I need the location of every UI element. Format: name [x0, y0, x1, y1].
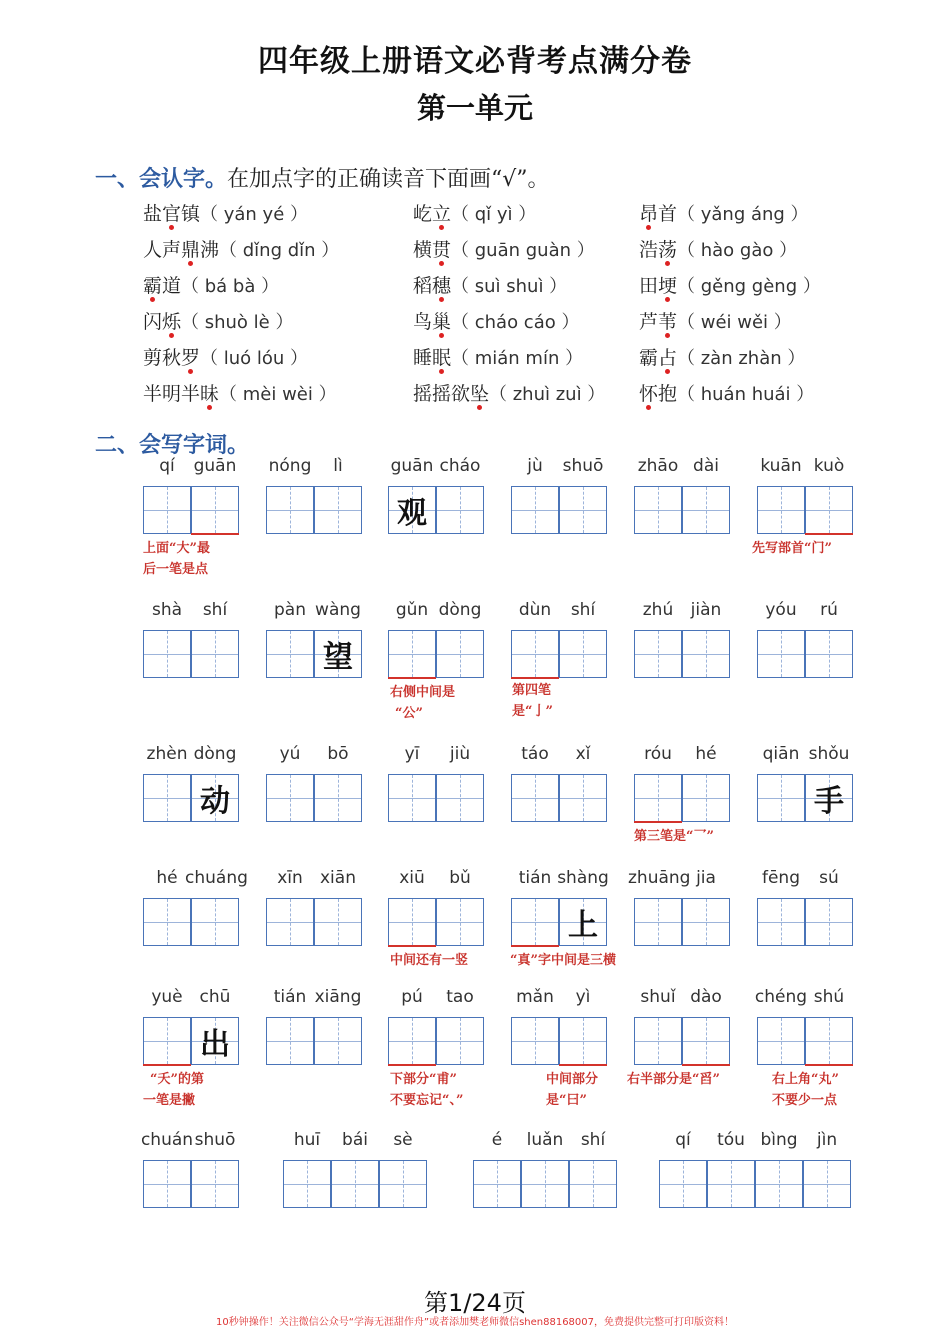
recognition-word: 怀抱 — [639, 383, 678, 405]
recognition-item — [413, 271, 567, 298]
pinyin-label: yú — [279, 744, 301, 764]
recognition-word: 霸道 — [143, 275, 182, 297]
recognition-item — [639, 379, 814, 406]
recognition-item — [143, 235, 339, 262]
writing-box[interactable] — [143, 898, 191, 946]
page-number: 第1/24页 — [424, 1289, 526, 1317]
pinyin-label: chū — [199, 987, 231, 1007]
recognition-item — [143, 307, 293, 334]
pinyin-label: dài — [693, 456, 719, 476]
hint-note: 上面“大”最 — [143, 541, 210, 556]
recognition-word: 鸟巢 — [413, 311, 452, 333]
pinyin-label: bái — [342, 1130, 368, 1150]
writing-box[interactable] — [191, 630, 239, 678]
pinyin-options[interactable]: （ bá bà ） — [181, 276, 280, 297]
writing-box[interactable] — [266, 898, 314, 946]
writing-box[interactable] — [388, 486, 436, 534]
pinyin-label: chuáng — [185, 868, 248, 888]
pinyin-label: qiān — [762, 744, 800, 764]
writing-box[interactable] — [707, 1160, 755, 1208]
hint-note: 右侧中间是 — [390, 685, 456, 700]
pinyin-label: zhāo — [637, 456, 679, 476]
writing-box[interactable] — [379, 1160, 427, 1208]
emphasis-dot — [169, 333, 174, 338]
writing-box[interactable] — [283, 1160, 331, 1208]
pinyin-label: dòng — [193, 744, 237, 764]
pinyin-label: yóu — [765, 600, 797, 620]
writing-box[interactable] — [511, 898, 559, 946]
writing-box[interactable] — [331, 1160, 379, 1208]
pinyin-options[interactable]: （ zàn zhàn ） — [677, 348, 806, 369]
writing-box[interactable] — [757, 630, 805, 678]
hint-note: “真”字中间是三横 — [510, 953, 616, 968]
recognition-item — [639, 199, 809, 226]
writing-box[interactable] — [757, 898, 805, 946]
hint-note: 右半部分是“舀” — [627, 1072, 720, 1087]
pinyin-label: tóu — [717, 1130, 745, 1150]
recognition-word: 稻穗 — [413, 275, 452, 297]
emphasis-dot — [188, 369, 193, 374]
red-underline — [143, 1064, 191, 1066]
pinyin-label: dào — [690, 987, 722, 1007]
emphasis-dot — [477, 405, 482, 410]
writing-box[interactable] — [191, 898, 239, 946]
writing-box[interactable] — [511, 774, 559, 822]
pinyin-label: pú — [401, 987, 423, 1007]
writing-box[interactable] — [436, 1017, 484, 1065]
writing-box[interactable] — [143, 1017, 191, 1065]
pinyin-label: shuǐ — [640, 987, 676, 1007]
pinyin-label: huī — [293, 1130, 321, 1150]
recognition-word: 半明半昧 — [143, 383, 220, 405]
pinyin-label: táo — [521, 744, 549, 764]
writing-box[interactable] — [143, 774, 191, 822]
hint-note: 先写部首“门” — [752, 541, 832, 556]
recognition-word: 睡眠 — [413, 347, 452, 369]
pinyin-label: gǔn — [395, 600, 429, 620]
pinyin-label: shí — [580, 1130, 606, 1150]
pinyin-label: bǔ — [449, 868, 471, 888]
pinyin-label: luǎn — [526, 1130, 564, 1150]
recognition-item — [639, 343, 805, 370]
pinyin-label: xǐ — [575, 744, 591, 764]
pinyin-label: cháo — [439, 456, 481, 476]
pinyin-label: qí — [675, 1130, 691, 1150]
writing-box[interactable] — [143, 630, 191, 678]
pinyin-label: zhú — [642, 600, 674, 620]
pinyin-label: jù — [527, 456, 543, 476]
pinyin-label: xīn — [277, 868, 303, 888]
pinyin-options[interactable]: （ cháo cáo ） — [451, 312, 580, 333]
pinyin-label: shàng — [557, 868, 609, 888]
filled-character: 望 — [323, 640, 353, 675]
red-underline — [511, 945, 559, 947]
writing-box[interactable] — [659, 1160, 707, 1208]
pinyin-label: sú — [819, 868, 839, 888]
writing-box[interactable] — [266, 630, 314, 678]
pinyin-label: yī — [404, 744, 420, 764]
hint-note: 下部分“甫” — [390, 1072, 457, 1087]
pinyin-options[interactable]: （ mèi wèi ） — [219, 384, 337, 405]
emphasis-dot — [665, 333, 670, 338]
writing-box[interactable] — [143, 486, 191, 534]
hint-note: 右上角“丸” — [772, 1072, 839, 1087]
writing-box[interactable] — [559, 630, 607, 678]
pinyin-label: guān — [390, 456, 434, 476]
pinyin-label: wàng — [315, 600, 361, 620]
writing-box[interactable] — [634, 1017, 682, 1065]
hint-note: 不要少一点 — [772, 1093, 838, 1108]
red-underline — [682, 1064, 730, 1066]
hint-note: 中间部分 — [546, 1072, 599, 1087]
writing-box[interactable] — [805, 630, 853, 678]
pinyin-label: jiàn — [690, 600, 722, 620]
writing-box[interactable] — [805, 898, 853, 946]
hint-note: 中间还有一竖 — [390, 953, 469, 968]
writing-box[interactable] — [682, 1017, 730, 1065]
pinyin-options[interactable]: （ zhuì zuì ） — [489, 384, 606, 405]
pinyin-options[interactable]: （ luó lóu ） — [200, 348, 309, 369]
writing-box[interactable] — [803, 1160, 851, 1208]
emphasis-dot — [646, 225, 651, 230]
pinyin-options[interactable]: （ qǐ yì ） — [451, 204, 537, 225]
emphasis-dot — [665, 297, 670, 302]
writing-box[interactable] — [511, 486, 559, 534]
red-underline — [805, 533, 853, 535]
writing-box[interactable] — [266, 1017, 314, 1065]
red-underline — [388, 677, 436, 679]
pinyin-label: hé — [156, 868, 178, 888]
writing-box[interactable] — [191, 486, 239, 534]
hint-note: 后一笔是点 — [143, 562, 209, 577]
pinyin-label: jìn — [816, 1130, 838, 1150]
recognition-word: 芦苇 — [639, 311, 678, 333]
red-underline — [634, 821, 682, 823]
pinyin-label: tao — [446, 987, 474, 1007]
writing-box[interactable] — [682, 898, 730, 946]
pinyin-options[interactable]: （ yán yé ） — [200, 204, 308, 225]
recognition-word: 浩荡 — [639, 239, 678, 261]
writing-box[interactable] — [191, 774, 239, 822]
pinyin-label: shǒu — [808, 744, 850, 764]
recognition-item — [143, 343, 308, 370]
writing-box[interactable] — [143, 1160, 191, 1208]
writing-box[interactable] — [682, 486, 730, 534]
recognition-item — [413, 343, 583, 370]
writing-box[interactable] — [314, 486, 362, 534]
hint-note: 第四笔 — [512, 683, 552, 698]
hint-note: 一笔是撇 — [143, 1093, 196, 1108]
pinyin-label: yì — [575, 987, 591, 1007]
pinyin-label: jiù — [449, 744, 471, 764]
pinyin-options[interactable]: （ wéi wěi ） — [677, 312, 792, 333]
pinyin-label: shí — [202, 600, 228, 620]
pinyin-label: kuān — [760, 456, 802, 476]
writing-box[interactable] — [559, 774, 607, 822]
writing-box[interactable] — [511, 1017, 559, 1065]
writing-box[interactable] — [757, 774, 805, 822]
recognition-word: 剪秋罗 — [143, 347, 201, 369]
writing-box[interactable] — [805, 774, 853, 822]
pinyin-options[interactable]: （ yǎng áng ） — [677, 204, 809, 225]
red-underline — [805, 1064, 853, 1066]
recognition-word: 摇摇欲坠 — [413, 383, 490, 405]
emphasis-dot — [439, 297, 444, 302]
pinyin-label: xiāng — [314, 987, 362, 1007]
pinyin-label: xiū — [399, 868, 425, 888]
pinyin-options[interactable]: （ guān guàn ） — [451, 240, 595, 261]
emphasis-dot — [439, 333, 444, 338]
section1-heading — [95, 162, 550, 193]
writing-box[interactable] — [805, 1017, 853, 1065]
writing-box[interactable] — [755, 1160, 803, 1208]
writing-box[interactable] — [634, 486, 682, 534]
pinyin-label: shuō — [194, 1130, 236, 1150]
pinyin-label: zhèn — [146, 744, 188, 764]
writing-box[interactable] — [388, 1017, 436, 1065]
hint-note: 是“曰” — [546, 1093, 587, 1108]
pinyin-label: pàn — [274, 600, 306, 620]
writing-box[interactable] — [473, 1160, 521, 1208]
pinyin-options[interactable]: （ suì shuì ） — [451, 276, 568, 297]
pinyin-label: tián — [518, 868, 552, 888]
pinyin-label: tián — [273, 987, 307, 1007]
emphasis-dot — [150, 297, 155, 302]
pinyin-label: bìng — [760, 1130, 798, 1150]
pinyin-label: lì — [333, 456, 343, 476]
writing-box[interactable] — [569, 1160, 617, 1208]
hint-note: “公” — [395, 706, 423, 721]
writing-box[interactable] — [314, 1017, 362, 1065]
writing-box[interactable] — [634, 630, 682, 678]
section1-instruction: 在加点字的正确读音下面画“√”。 — [227, 167, 550, 192]
pinyin-label: dùn — [518, 600, 552, 620]
recognition-item — [143, 199, 308, 226]
emphasis-dot — [646, 405, 651, 410]
section2-heading: 二、会写字词。 — [95, 433, 250, 458]
writing-box[interactable] — [757, 1017, 805, 1065]
recognition-item — [639, 235, 797, 262]
recognition-item — [143, 379, 337, 406]
pinyin-label: bō — [327, 744, 349, 764]
pinyin-label: sè — [393, 1130, 413, 1150]
writing-box[interactable] — [436, 486, 484, 534]
recognition-item — [639, 307, 792, 334]
pinyin-label: shí — [570, 600, 596, 620]
filled-character: 观 — [397, 496, 427, 531]
writing-box[interactable] — [314, 898, 362, 946]
pinyin-label: shú — [813, 987, 845, 1007]
pinyin-label: jia — [696, 868, 716, 888]
writing-box[interactable] — [682, 774, 730, 822]
pinyin-label: qí — [159, 456, 175, 476]
emphasis-dot — [439, 369, 444, 374]
footer-notice: 10秒钟操作！关注微信公众号“学海无涯甜作舟”或者添加樊老师微信shen88168007，免费提供完整可打印版资料！ — [215, 1317, 735, 1328]
pinyin-options[interactable]: （ dǐng dǐn ） — [219, 240, 340, 261]
pinyin-label: róu — [644, 744, 672, 764]
writing-box[interactable] — [191, 1160, 239, 1208]
filled-character: 上 — [568, 908, 598, 943]
red-underline — [511, 677, 559, 679]
writing-box[interactable] — [634, 898, 682, 946]
pinyin-options[interactable]: （ gěng gèng ） — [677, 276, 821, 297]
pinyin-label: shà — [151, 600, 183, 620]
filled-character: 动 — [200, 784, 230, 819]
writing-box[interactable] — [436, 898, 484, 946]
recognition-item — [413, 199, 536, 226]
hint-note: “夭”的第 — [150, 1072, 204, 1087]
pinyin-label: dòng — [438, 600, 482, 620]
pinyin-label: nóng — [268, 456, 312, 476]
pinyin-options[interactable]: （ mián mín ） — [451, 348, 584, 369]
pinyin-options[interactable]: （ huán huái ） — [677, 384, 815, 405]
pinyin-label: zhuāng — [628, 868, 691, 888]
emphasis-dot — [207, 405, 212, 410]
writing-box[interactable] — [388, 774, 436, 822]
writing-box[interactable] — [634, 774, 682, 822]
unit-subtitle: 第一单元 — [416, 91, 533, 125]
red-underline — [191, 533, 239, 535]
pinyin-label: xiān — [320, 868, 356, 888]
writing-box[interactable] — [757, 486, 805, 534]
pinyin-label: guān — [193, 456, 237, 476]
emphasis-dot — [169, 225, 174, 230]
writing-box[interactable] — [266, 774, 314, 822]
writing-box[interactable] — [436, 630, 484, 678]
recognition-item — [413, 379, 605, 406]
writing-box[interactable] — [266, 486, 314, 534]
writing-box[interactable] — [805, 486, 853, 534]
writing-box[interactable] — [521, 1160, 569, 1208]
emphasis-dot — [188, 261, 193, 266]
filled-character: 手 — [814, 784, 844, 819]
pinyin-label: rú — [820, 600, 838, 620]
page-title: 四年级上册语文必背考点满分卷 — [258, 44, 692, 79]
filled-character: 出 — [200, 1027, 230, 1062]
pinyin-label: kuò — [813, 456, 845, 476]
writing-box[interactable] — [559, 1017, 607, 1065]
recognition-word: 盐官镇 — [143, 203, 201, 225]
writing-box[interactable] — [191, 1017, 239, 1065]
red-underline — [388, 1064, 436, 1066]
hint-note: 不要忘记“、” — [390, 1093, 464, 1108]
writing-box[interactable] — [511, 630, 559, 678]
recognition-item — [143, 271, 279, 298]
hint-note: 第三笔是“乛” — [634, 829, 714, 844]
pinyin-label: hé — [695, 744, 717, 764]
pinyin-label: chuán — [140, 1130, 194, 1150]
pinyin-label: fēng — [761, 868, 800, 888]
recognition-word: 昂首 — [639, 203, 678, 225]
emphasis-dot — [439, 225, 444, 230]
writing-box[interactable] — [314, 774, 362, 822]
recognition-word: 田埂 — [639, 275, 678, 297]
recognition-word: 人声鼎沸 — [143, 239, 220, 261]
recognition-word: 横贯 — [413, 239, 452, 261]
writing-box[interactable] — [388, 630, 436, 678]
writing-box[interactable] — [314, 630, 362, 678]
writing-box[interactable] — [559, 486, 607, 534]
pinyin-label: é — [491, 1130, 503, 1150]
recognition-item — [639, 271, 821, 298]
writing-box[interactable] — [436, 774, 484, 822]
recognition-word: 闪烁 — [143, 311, 182, 333]
hint-note: 是“亅” — [512, 704, 553, 719]
recognition-word: 屹立 — [413, 203, 452, 225]
emphasis-dot — [665, 261, 670, 266]
pinyin-label: shuō — [562, 456, 604, 476]
red-underline — [559, 1064, 607, 1066]
red-underline — [388, 945, 436, 947]
emphasis-dot — [439, 261, 444, 266]
writing-box[interactable] — [682, 630, 730, 678]
recognition-word: 霸占 — [639, 347, 678, 369]
emphasis-dot — [665, 369, 670, 374]
writing-box[interactable] — [388, 898, 436, 946]
pinyin-options[interactable]: （ hào gào ） — [677, 240, 798, 261]
writing-box[interactable] — [559, 898, 607, 946]
recognition-item — [413, 307, 579, 334]
pinyin-label: chéng — [754, 987, 808, 1007]
pinyin-label: yuè — [151, 987, 183, 1007]
pinyin-label: mǎn — [516, 987, 554, 1007]
recognition-item — [413, 235, 595, 262]
section1-title: 一、会认字。 — [95, 167, 228, 192]
pinyin-options[interactable]: （ shuò lè ） — [181, 312, 294, 333]
